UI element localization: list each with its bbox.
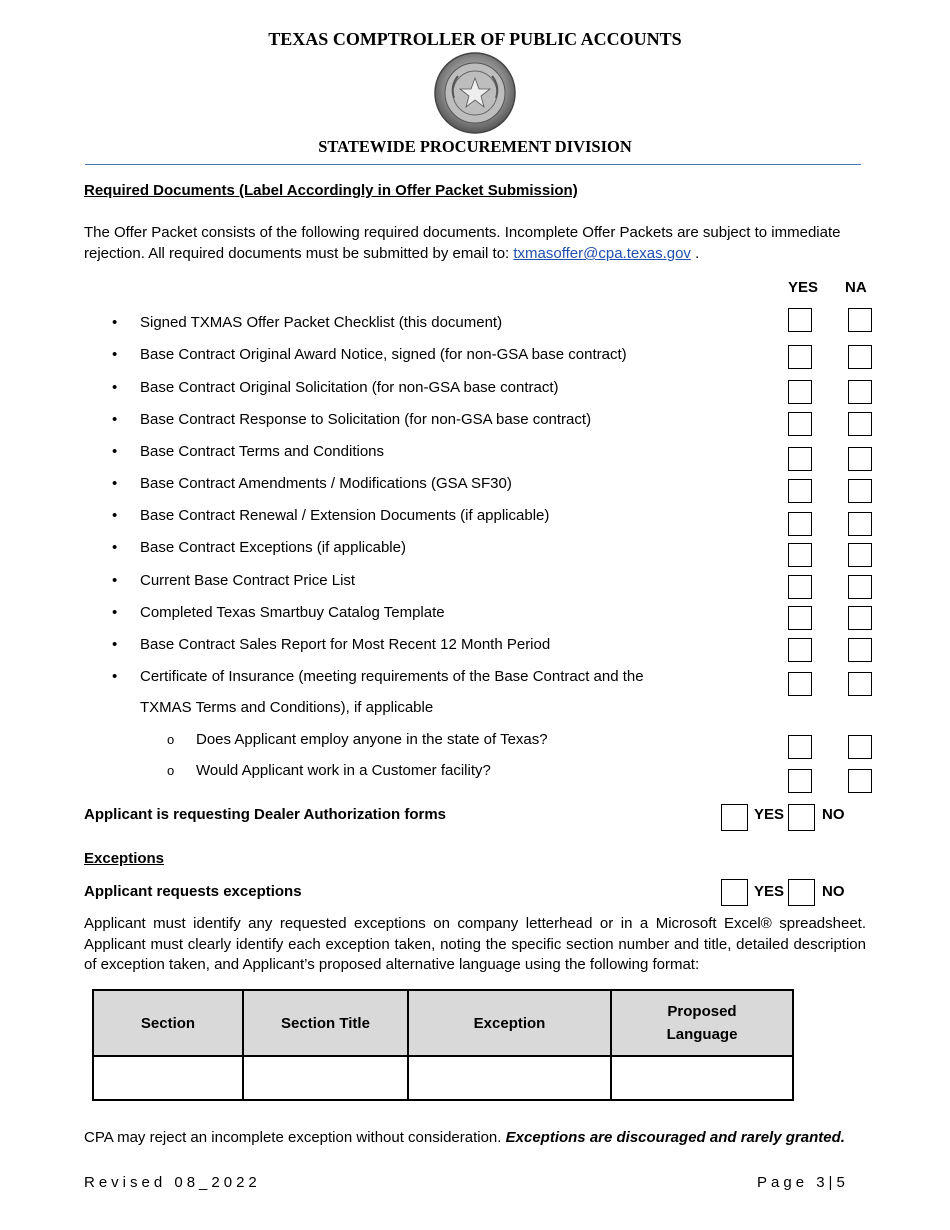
exceptions-heading: Exceptions [84, 850, 165, 867]
yes-checkbox[interactable] [788, 672, 812, 696]
exceptions-format-table [92, 989, 794, 1101]
na-checkbox[interactable] [848, 345, 872, 369]
state-seal-icon [430, 52, 520, 134]
dealer-yes-checkbox[interactable] [721, 804, 748, 831]
na-checkbox[interactable] [848, 638, 872, 662]
yes-checkbox[interactable] [788, 769, 812, 793]
intro-end: . [690, 245, 700, 262]
exceptions-instructions: Applicant must identify any requested exceptions on company letterhead or in a Microsoft Excel® spreadsheet. Applicant must clearly identify each exception taken, noting the specific section number and title, detailed description of exception taken, and Applicant’s proposed alternative language using the following format: [84, 915, 866, 973]
yes-checkbox[interactable] [788, 479, 812, 503]
na-checkbox[interactable] [848, 769, 872, 793]
intro-text: The Offer Packet consists of the following required documents. Incomplete Offer Packets are subject to immediate rejection. All required documents must be submitted by email to: [84, 224, 841, 262]
list-item: Completed Texas Smartbuy Catalog Template [140, 604, 445, 621]
na-checkbox[interactable] [848, 672, 872, 696]
bullet-icon: • [112, 572, 118, 589]
list-item: Certificate of Insurance (meeting requirements of the Base Contract and the [140, 668, 644, 685]
proposed-language-text: Proposed Language [666, 1003, 738, 1043]
revision-note: Revised 08_2022 [84, 1174, 261, 1191]
column-yes-label: YES [788, 279, 819, 296]
yes-checkbox[interactable] [788, 606, 812, 630]
bullet-icon: • [112, 604, 118, 621]
bullet-icon: • [112, 507, 118, 524]
na-checkbox[interactable] [848, 380, 872, 404]
list-item: Base Contract Response to Solicitation (for non-GSA base contract) [140, 411, 592, 428]
exceptions-yes-label: YES [754, 883, 785, 900]
na-checkbox[interactable] [848, 512, 872, 536]
yes-checkbox[interactable] [788, 575, 812, 599]
yes-checkbox[interactable] [788, 380, 812, 404]
header-exception: Exception [408, 990, 611, 1056]
table-cell[interactable] [93, 1056, 243, 1100]
division-title: STATEWIDE PROCUREMENT DIVISION [318, 137, 632, 156]
yes-checkbox[interactable] [788, 412, 812, 436]
bullet-icon: • [112, 443, 118, 460]
dealer-authorization-label: Applicant is requesting Dealer Authorization forms [84, 806, 446, 823]
na-checkbox[interactable] [848, 447, 872, 471]
yes-checkbox[interactable] [788, 345, 812, 369]
sub-list-item: Would Applicant work in a Customer facility? [196, 762, 491, 779]
bullet-icon: • [112, 379, 118, 396]
list-item: Base Contract Amendments / Modifications (GSA SF30) [140, 475, 512, 492]
list-item-continuation: TXMAS Terms and Conditions), if applicable [140, 699, 434, 716]
bullet-icon: • [112, 411, 118, 428]
exceptions-no-label: NO [822, 883, 845, 900]
list-item: Current Base Contract Price List [140, 572, 356, 589]
na-checkbox[interactable] [848, 735, 872, 759]
exceptions-yes-checkbox[interactable] [721, 879, 748, 906]
column-na-label: NA [845, 279, 867, 296]
list-item: Signed TXMAS Offer Packet Checklist (this document) [140, 314, 503, 331]
dealer-yes-label: YES [754, 806, 785, 823]
list-item: Base Contract Sales Report for Most Recent 12 Month Period [140, 636, 551, 653]
exceptions-no-checkbox[interactable] [788, 879, 815, 906]
sub-bullet-icon: o [167, 763, 175, 778]
yes-checkbox[interactable] [788, 543, 812, 567]
sub-bullet-icon: o [167, 732, 175, 747]
bullet-icon: • [112, 668, 118, 685]
na-checkbox[interactable] [848, 575, 872, 599]
required-docs-heading: Required Documents (Label Accordingly in Offer Packet Submission) [84, 182, 578, 199]
table-cell[interactable] [611, 1056, 793, 1100]
yes-checkbox[interactable] [788, 447, 812, 471]
bullet-icon: • [112, 539, 118, 556]
list-item: Base Contract Original Award Notice, signed (for non-GSA base contract) [140, 346, 627, 363]
exceptions-request-label: Applicant requests exceptions [84, 883, 302, 900]
header-section: Section [93, 990, 243, 1056]
document-title: TEXAS COMPTROLLER OF PUBLIC ACCOUNTS [268, 29, 682, 49]
bullet-icon: • [112, 314, 118, 331]
bullet-icon: • [112, 346, 118, 363]
na-checkbox[interactable] [848, 543, 872, 567]
list-item: Base Contract Exceptions (if applicable) [140, 539, 406, 556]
na-checkbox[interactable] [848, 479, 872, 503]
offer-email-link[interactable]: txmasoffer@cpa.texas.gov [513, 245, 691, 262]
page-number: Page 3|5 [757, 1174, 849, 1191]
yes-checkbox[interactable] [788, 512, 812, 536]
dealer-no-checkbox[interactable] [788, 804, 815, 831]
na-checkbox[interactable] [848, 606, 872, 630]
closing-statement [84, 1127, 845, 1148]
table-row [93, 1056, 793, 1100]
required-docs-intro [84, 222, 864, 264]
closing-emphasis: Exceptions are discouraged and rarely granted. [505, 1129, 845, 1146]
header-proposed-language [611, 990, 793, 1056]
yes-checkbox[interactable] [788, 308, 812, 332]
list-item: Base Contract Renewal / Extension Documents (if applicable) [140, 507, 550, 524]
bullet-icon: • [112, 475, 118, 492]
header-divider [85, 164, 861, 165]
table-cell[interactable] [243, 1056, 408, 1100]
table-header-row [93, 990, 793, 1056]
closing-plain: CPA may reject an incomplete exception without consideration. [84, 1129, 506, 1146]
table-cell[interactable] [408, 1056, 611, 1100]
list-item: Base Contract Terms and Conditions [140, 443, 385, 460]
sub-list-item: Does Applicant employ anyone in the state of Texas? [196, 731, 548, 748]
header-section-title: Section Title [243, 990, 408, 1056]
yes-checkbox[interactable] [788, 735, 812, 759]
na-checkbox[interactable] [848, 412, 872, 436]
na-checkbox[interactable] [848, 308, 872, 332]
bullet-icon: • [112, 636, 118, 653]
yes-checkbox[interactable] [788, 638, 812, 662]
list-item: Base Contract Original Solicitation (for non-GSA base contract) [140, 379, 559, 396]
dealer-no-label: NO [822, 806, 845, 823]
